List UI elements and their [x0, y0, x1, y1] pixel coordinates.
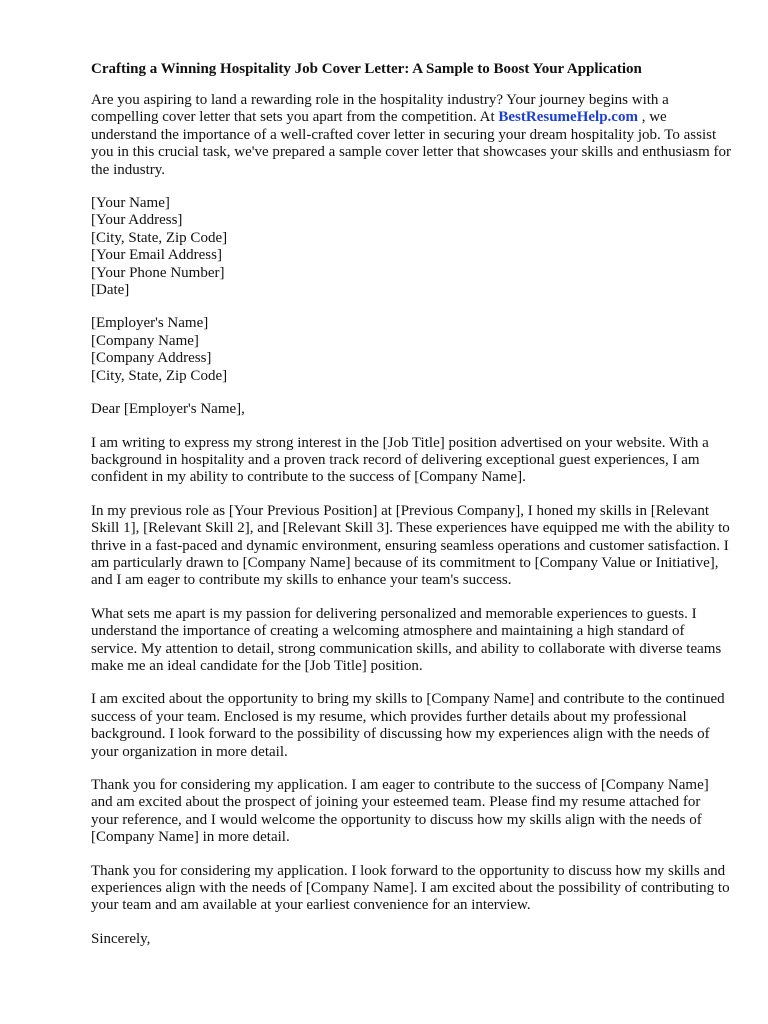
intro-text-before-link: Are you aspiring to land a rewarding role in the hospitality industry? Your journey begins with a compelling cover letter that sets you apart from the competition. At — [91, 92, 669, 126]
document-page — [91, 60, 731, 964]
recipient-address: [Company Address] — [91, 350, 212, 367]
sender-email: [Your Email Address] — [91, 247, 222, 264]
document-title: Crafting a Winning Hospitality Job Cover Letter: A Sample to Boost Your Application — [91, 61, 642, 77]
recipient-company: [Company Name] — [91, 332, 199, 349]
letter-date: [Date] — [91, 282, 130, 299]
recipient-city: [City, State, Zip Code] — [91, 367, 228, 384]
sender-city: [City, State, Zip Code] — [91, 229, 228, 246]
salutation: Dear [Employer's Name], — [91, 401, 245, 418]
recipient-name: [Employer's Name] — [91, 315, 209, 332]
bestresumehelp-link[interactable]: BestResumeHelp.com — [498, 109, 638, 126]
body-paragraph: Thank you for considering my application. I am eager to contribute to the success of [Company Name] and am excited about the prospect of joining your esteemed team. Please find my resume attached for your reference, and I would welcome the opportunity to discuss how my skills align with the needs of [Company Name] in more detail. — [91, 777, 709, 846]
body-paragraph: I am excited about the opportunity to bring my skills to [Company Name] and contribute to the continued success of your team. Enclosed is my resume, which provides further details about my professional background. I look forward to the possibility of discussing how my experiences align with the needs of your organization in more detail. — [91, 691, 725, 760]
intro-text-after-link: , we understand the importance of a well-crafted cover letter in securing your dream hospitality job. To assist you in this crucial task, we've prepared a sample cover letter that showcases your skills and enthusiasm for the industry. — [91, 109, 732, 178]
recipient-address-block — [91, 315, 731, 385]
body-paragraph: Thank you for considering my application. I look forward to the opportunity to discuss how my skills and experiences align with the needs of [Company Name]. I am excited about the possibility of contributing to your team and am available at your earliest convenience for an interview. — [91, 862, 730, 914]
sender-address: [Your Address] — [91, 212, 183, 229]
body-paragraph: In my previous role as [Your Previous Position] at [Previous Company], I honed my skills in [Relevant Skill 1], [Relevant Skill 2], and [Relevant Skill 3]. These experiences have equipped me with the ability to thrive in a fast-paced and dynamic environment, ensuring seamless operations and customer satisfaction. I am particularly drawn to [Company Name] because of its commitment to [Company Value or Initiative], and I am eager to contribute my skills to enhance your team's success. — [91, 502, 730, 589]
sender-name: [Your Name] — [91, 195, 170, 212]
body-paragraph: I am writing to express my strong interest in the [Job Title] position advertised on your website. With a background in hospitality and a proven track record of delivering exceptional guest experiences, I am confident in my ability to contribute to the success of [Company Name]. — [91, 434, 709, 486]
body-paragraph: What sets me apart is my passion for delivering personalized and memorable experiences to guests. I understand the importance of creating a welcoming atmosphere and maintaining a high standard of service. My attention to detail, strong communication skills, and ability to collaborate with diverse teams make me an ideal candidate for the [Job Title] position. — [91, 605, 722, 674]
closing: Sincerely, — [91, 930, 151, 947]
sender-address-block — [91, 195, 731, 299]
intro-paragraph — [91, 92, 731, 179]
sender-phone: [Your Phone Number] — [91, 264, 225, 281]
